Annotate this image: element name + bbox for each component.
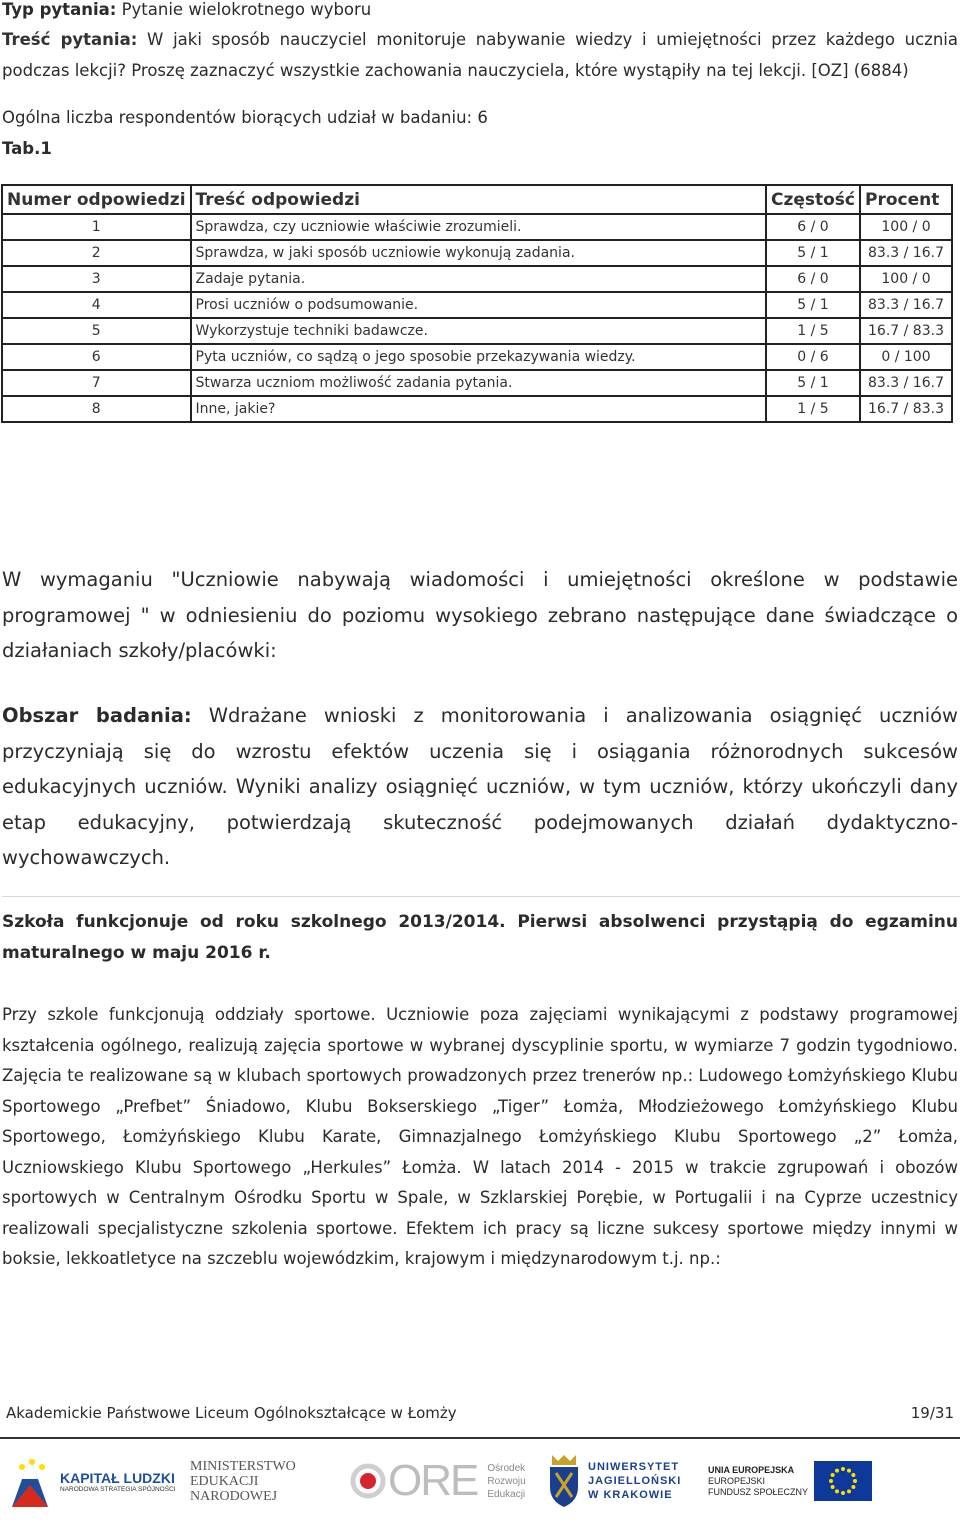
table-row — [2, 292, 952, 318]
answer-text: Stwarza uczniom możliwość zadania pytania. — [191, 370, 766, 396]
answer-number: 5 — [2, 318, 191, 344]
col-header-percent: Procent — [860, 185, 952, 214]
table-row — [2, 318, 952, 344]
answer-frequency: 1 / 5 — [766, 396, 860, 422]
research-area-paragraph — [2, 698, 958, 876]
answers-table-body — [2, 214, 952, 422]
answer-percent: 83.3 / 16.7 — [860, 292, 952, 318]
col-header-text: Treść odpowiedzi — [191, 185, 766, 214]
ore-line1: Ośrodek — [487, 1462, 526, 1474]
question-type — [2, 0, 371, 19]
uj-line2: JAGIELLOŃSKI — [588, 1475, 682, 1487]
answer-text: Wykorzystuje techniki badawcze. — [191, 318, 766, 344]
answers-table — [1, 184, 953, 423]
uj-logo — [546, 1446, 696, 1516]
eu-logo — [708, 1446, 878, 1516]
table-row — [2, 266, 952, 292]
ore-mark: ORE — [388, 1456, 478, 1505]
answer-number: 4 — [2, 292, 191, 318]
answer-frequency: 6 / 0 — [766, 266, 860, 292]
question-type-label: Typ pytania: — [2, 0, 117, 19]
footer-divider — [0, 1437, 960, 1439]
table-header-row — [2, 185, 952, 214]
uj-line1: UNIWERSYTET — [588, 1461, 680, 1473]
footer-page-number: 19/31 — [910, 1404, 954, 1422]
answer-text: Sprawdza, w jaki sposób uczniowie wykonują zadania. — [191, 240, 766, 266]
answer-percent: 83.3 / 16.7 — [860, 240, 952, 266]
table-row — [2, 214, 952, 240]
answer-number: 8 — [2, 396, 191, 422]
answer-text: Inne, jakie? — [191, 396, 766, 422]
school-start-paragraph: Szkoła funkcjonuje od roku szkolnego 2013/2014. Pierwsi absolwenci przystąpią do egzaminu maturalnego w maju 2016 r. — [2, 912, 958, 963]
answer-frequency: 6 / 0 — [766, 214, 860, 240]
question-content-value: W jaki sposób nauczyciel monitoruje nabywanie wiedzy i umiejętności przez każdego ucznia podczas lekcji? Proszę zaznaczyć wszystkie zachowania nauczyciela, które wystąpiły na tej lekcji. [OZ] (6884) — [2, 30, 958, 80]
question-content-label: Treść pytania: — [2, 30, 138, 49]
question-content — [2, 24, 958, 86]
answer-number: 2 — [2, 240, 191, 266]
men-logo — [190, 1446, 315, 1516]
eu-flag-icon — [814, 1461, 872, 1501]
answer-text: Sprawdza, czy uczniowie właściwie zrozumieli. — [191, 214, 766, 240]
answer-number: 3 — [2, 266, 191, 292]
table-row — [2, 240, 952, 266]
kl-subtitle: NARODOWA STRATEGIA SPÓJNOŚCI — [60, 1485, 176, 1493]
answer-percent: 100 / 0 — [860, 214, 952, 240]
col-header-number: Numer odpowiedzi — [2, 185, 191, 214]
answer-text: Zadaje pytania. — [191, 266, 766, 292]
eu-line2: EUROPEJSKI — [708, 1475, 766, 1486]
answer-frequency: 5 / 1 — [766, 370, 860, 396]
col-header-frequency: Częstość — [766, 185, 860, 214]
table-row — [2, 344, 952, 370]
answer-frequency: 1 / 5 — [766, 318, 860, 344]
requirement-paragraph: W wymaganiu "Uczniowie nabywają wiadomości i umiejętności określone w podstawie programowej " w odniesieniu do poziomu wysokiego zebrano następujące dane świadczące o działaniach szkoły/placówki: — [2, 568, 958, 662]
answer-frequency: 5 / 1 — [766, 292, 860, 318]
answer-frequency: 0 / 6 — [766, 344, 860, 370]
answer-number: 1 — [2, 214, 191, 240]
kapital-ludzki-emblem-icon — [8, 1453, 54, 1509]
answer-percent: 83.3 / 16.7 — [860, 370, 952, 396]
men-line1: MINISTERSTWO — [190, 1458, 296, 1474]
research-area-label: Obszar badania: — [2, 704, 192, 727]
kl-title: KAPITAŁ LUDZKI — [60, 1469, 175, 1486]
ore-circle-icon — [350, 1463, 386, 1499]
research-area-text: Wdrażane wnioski z monitorowania i analizowania osiągnięć uczniów przyczyniają się do wzrostu efektów uczenia się i osiągania różnorodnych sukcesów edukacyjnych uczniów. Wyniki analizy osiągnięć uczniów, w tym uczniów, którzy ukończyli dany etap edukacyjny, potwierdzają skuteczność podejmowanych działań dydaktyczno-wychowawczych. — [2, 704, 958, 869]
ore-line2: Rozwoju — [487, 1475, 526, 1487]
kapital-ludzki-logo — [8, 1446, 178, 1516]
table-row — [2, 396, 952, 422]
answer-text: Pyta uczniów, co sądzą o jego sposobie przekazywania wiedzy. — [191, 344, 766, 370]
ore-logo — [350, 1446, 530, 1516]
answer-text: Prosi uczniów o podsumowanie. — [191, 292, 766, 318]
answer-percent: 100 / 0 — [860, 266, 952, 292]
uj-line3: W KRAKOWIE — [588, 1489, 673, 1501]
men-line3: NARODOWEJ — [190, 1488, 278, 1504]
table-caption: Tab.1 — [2, 139, 52, 158]
sports-paragraph: Przy szkole funkcjonują oddziały sportowe. Uczniowie poza zajęciami wynikającymi z podstawy programowej kształcenia ogólnego, realizują zajęcia sportowe w wybranej dyscyplinie sportu, w wymiarze 7 godzin tygodniowo. Zajęcia te realizowane są w klubach sportowych prowadzonych przez trenerów np.: Ludowego Łomżyńskiego Klubu Sportowego „Prefbet” Śniadowo, Klubu Bokserskiego „Tiger” Łomża, Młodzieżowego Łomżyńskiego Klubu Sportowego, Łomżyńskiego Klubu Karate, Gimnazjalnego Łomżyńskiego Klubu Sportowego „2” Łomża, Uczniowskiego Klubu Sportowego „Herkules” Łomża. W latach 2014 - 2015 w trakcie zgrupowań i obozów sportowych w Centralnym Ośrodku Sportu w Spale, w Szklarskiej Porębie, w Portugalii i na Cyprze uczestnicy realizowali specjalistyczne szkolenia sportowe. Efektem ich pracy są liczne sukcesy sportowe między innymi w boksie, lekkoatletyce na szczeblu wojewódzkim, krajowym i międzynarodowym t.j. np.: — [2, 1005, 958, 1268]
answer-number: 6 — [2, 344, 191, 370]
answer-number: 7 — [2, 370, 191, 396]
respondents-count: Ogólna liczba respondentów biorących udział w badaniu: 6 — [2, 108, 488, 127]
ore-line3: Edukacji — [487, 1488, 526, 1500]
eu-line1: UNIA EUROPEJSKA — [708, 1464, 795, 1475]
answer-percent: 16.7 / 83.3 — [860, 396, 952, 422]
question-type-value: Pytanie wielokrotnego wyboru — [121, 0, 372, 19]
men-line2: EDUKACJI — [190, 1473, 259, 1489]
answer-percent: 0 / 100 — [860, 344, 952, 370]
footer-school-name: Akademickie Państwowe Liceum Ogólnokształcące w Łomży — [6, 1404, 457, 1422]
uj-crest-icon — [546, 1453, 582, 1509]
divider — [2, 896, 960, 897]
answer-frequency: 5 / 1 — [766, 240, 860, 266]
table-row — [2, 370, 952, 396]
answer-percent: 16.7 / 83.3 — [860, 318, 952, 344]
eu-line3: FUNDUSZ SPOŁECZNY — [708, 1486, 809, 1497]
